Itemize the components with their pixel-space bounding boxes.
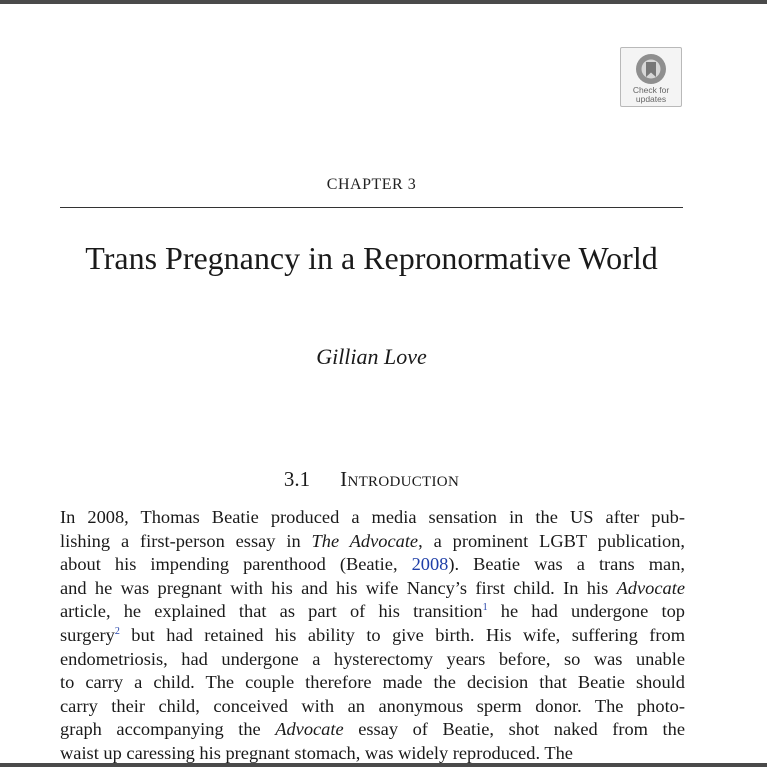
body-text-run: and he was pregnant with his and his wife Nancy’s first child. In his	[60, 577, 617, 598]
italic-title: Advocate	[275, 719, 344, 740]
body-text-run: carry their child, conceived with an anonymous sperm donor. The photo-	[60, 695, 685, 716]
body-paragraph	[60, 506, 685, 766]
body-text-run: lishing a first-person essay in	[60, 530, 312, 551]
page-top-border	[0, 0, 767, 4]
body-line	[60, 553, 685, 577]
crossmark-icon	[630, 52, 672, 86]
chapter-divider	[60, 207, 683, 208]
italic-title: The Advocate	[311, 530, 419, 551]
body-text-run: In 2008, Thomas Beatie produced a media sensation in the US after pub-	[60, 507, 685, 527]
body-text-run: surgery	[60, 624, 115, 645]
body-line	[60, 695, 685, 719]
badge-label-line2: updates	[635, 93, 667, 104]
body-text-run: he had undergone top	[487, 601, 686, 622]
section-heading	[0, 467, 743, 492]
section-number: 3.1	[283, 467, 311, 491]
body-line	[60, 624, 685, 648]
body-text-run: article, he explained that as part of his transition	[60, 601, 483, 622]
body-text-run: ). Beatie was a trans man,	[448, 554, 685, 575]
footnote-marker[interactable]: 1	[482, 602, 488, 614]
chapter-label: CHAPTER 3	[326, 176, 417, 193]
section-title: Introduction	[340, 467, 460, 491]
body-text-run: but had retained his ability to give birth. His wife, suffering from	[119, 624, 685, 645]
body-line	[60, 530, 685, 554]
body-text-run: waist up caressing his pregnant stomach, was widely reproduced. The	[60, 742, 573, 763]
body-text-run: , a prominent LGBT publication,	[418, 530, 685, 551]
author-name: Gillian Love	[316, 344, 427, 369]
check-for-updates-badge[interactable]	[620, 47, 682, 107]
body-line	[60, 648, 685, 672]
body-text-run: to carry a child. The couple therefore made the decision that Beatie should	[60, 672, 685, 693]
chapter-title: Trans Pregnancy in a Repronormative World	[85, 240, 658, 276]
italic-title: Advocate	[616, 577, 685, 598]
body-line	[60, 506, 685, 530]
citation-link[interactable]: 2008	[411, 554, 449, 575]
body-text-run: about his impending parenthood (Beatie,	[60, 554, 412, 575]
body-line	[60, 671, 685, 695]
body-text-run: essay of Beatie, shot naked from the	[343, 719, 685, 740]
body-line	[60, 577, 685, 601]
footnote-marker[interactable]: 2	[114, 625, 120, 637]
page-bottom-border	[0, 763, 767, 767]
body-text-run: endometriosis, had undergone a hysterectomy years before, so was unable	[60, 648, 685, 669]
body-text-run: graph accompanying the	[60, 719, 276, 740]
body-line	[60, 742, 685, 766]
body-line	[60, 718, 685, 742]
badge-label-line1: Check for	[632, 85, 670, 95]
body-line	[60, 600, 685, 624]
